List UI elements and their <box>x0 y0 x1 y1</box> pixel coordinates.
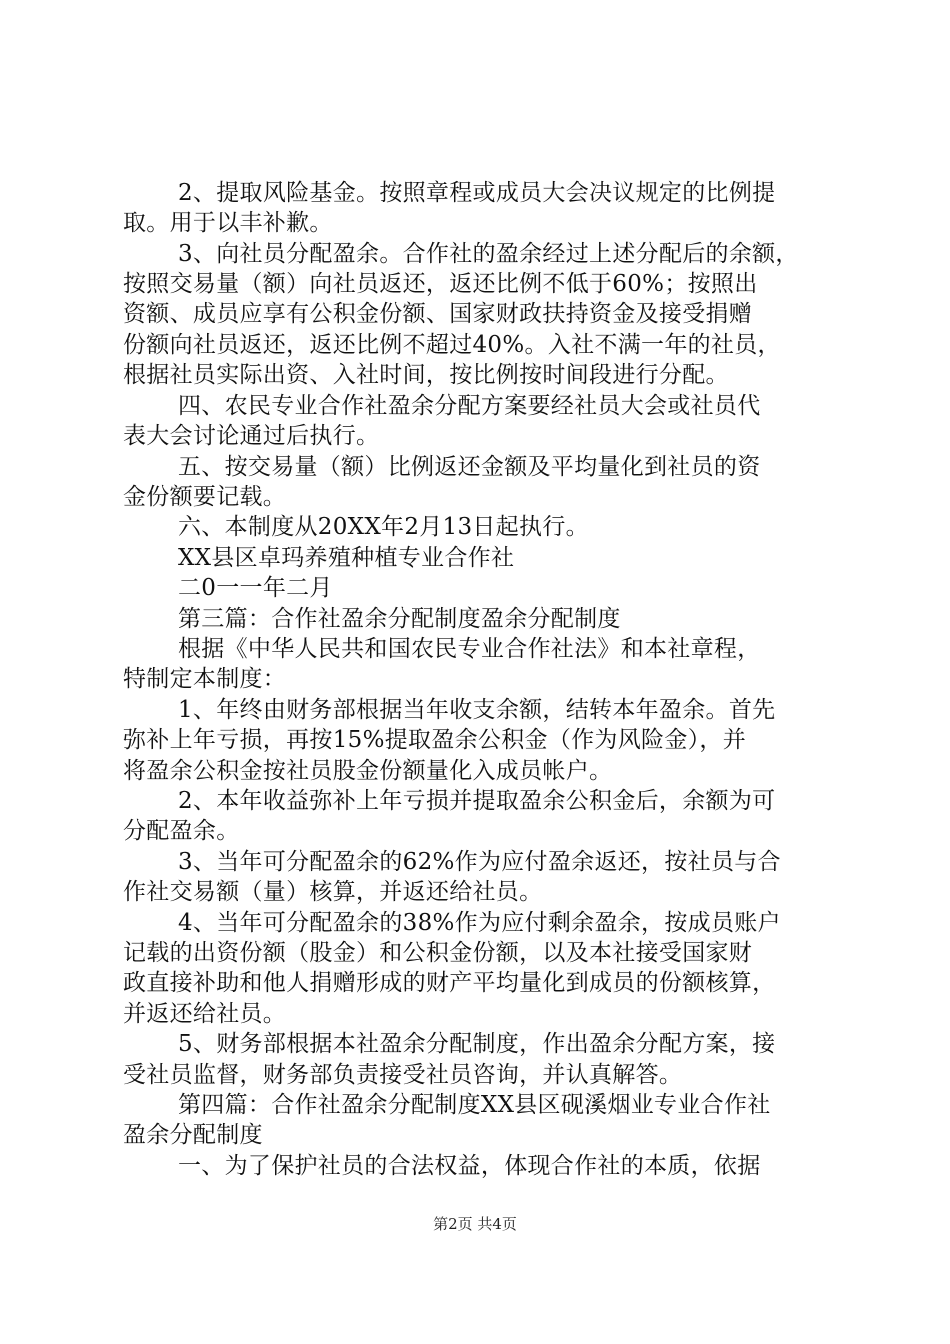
section-heading: 盈余分配制度 <box>123 1122 263 1148</box>
paragraph-line: 资额、成员应享有公积金份额、国家财政扶持资金及接受捐赠 <box>123 301 753 327</box>
signature-line: XX县区卓玛养殖种植专业合作社 <box>178 545 515 571</box>
paragraph-line: 根据社员实际出资、入社时间，按比例按时间段进行分配。 <box>123 362 729 388</box>
paragraph-line: 政直接补助和他人捐赠形成的财产平均量化到成员的份额核算， <box>123 970 776 996</box>
paragraph-line: 一、为了保护社员的合法权益，体现合作社的本质，依据 <box>178 1153 761 1179</box>
paragraph-line: 弥补上年亏损，再按15%提取盈余公积金（作为风险金），并 <box>123 727 747 753</box>
paragraph-line: 1、年终由财务部根据当年收支余额，结转本年盈余。首先 <box>178 697 776 723</box>
paragraph-line: 3、向社员分配盈余。合作社的盈余经过上述分配后的余额， <box>178 241 799 267</box>
paragraph-line: 表大会讨论通过后执行。 <box>123 423 380 449</box>
paragraph-line: 五、按交易量（额）比例返还金额及平均量化到社员的资 <box>178 454 761 480</box>
paragraph-line: 并返还给社员。 <box>123 1001 287 1027</box>
paragraph-line: 六、本制度从20XX年2月13日起执行。 <box>178 514 589 540</box>
section-heading: 第四篇：合作社盈余分配制度XX县区砚溪烟业专业合作社 <box>178 1092 771 1118</box>
paragraph-line: 按照交易量（额）向社员返还，返还比例不低于60%；按照出 <box>123 271 758 297</box>
paragraph-line: 5、财务部根据本社盈余分配制度，作出盈余分配方案，接 <box>178 1031 776 1057</box>
paragraph-line: 分配盈余。 <box>123 818 240 844</box>
paragraph-line: 2、提取风险基金。按照章程或成员大会决议规定的比例提 <box>178 180 776 206</box>
paragraph-line: 取。用于以丰补歉。 <box>123 210 333 236</box>
paragraph-line: 2、本年收益弥补上年亏损并提取盈余公积金后，余额为可 <box>178 788 776 814</box>
section-heading: 第三篇：合作社盈余分配制度盈余分配制度 <box>178 606 621 632</box>
paragraph-line: 特制定本制度： <box>123 666 287 692</box>
paragraph-line: 4、当年可分配盈余的38%作为应付剩余盈余，按成员账户 <box>178 910 781 936</box>
paragraph-line: 记载的出资份额（股金）和公积金份额，以及本社接受国家财 <box>123 940 753 966</box>
paragraph-line: 金份额要记载。 <box>123 484 287 510</box>
paragraph-line: 根据《中华人民共和国农民专业合作社法》和本社章程， <box>178 636 761 662</box>
paragraph-line: 将盈余公积金按社员股金份额量化入成员帐户。 <box>123 758 613 784</box>
paragraph-line: 四、农民专业合作社盈余分配方案要经社员大会或社员代 <box>178 393 761 419</box>
date-line: 二0一一年二月 <box>178 575 333 601</box>
paragraph-line: 份额向社员返还，返还比例不超过40%。入社不满一年的社员， <box>123 332 781 358</box>
paragraph-line: 受社员监督，财务部负责接受社员咨询，并认真解答。 <box>123 1062 683 1088</box>
page-number-footer: 第2页 共4页 <box>433 1215 517 1233</box>
paragraph-line: 3、当年可分配盈余的62%作为应付盈余返还，按社员与合 <box>178 849 781 875</box>
paragraph-line: 作社交易额（量）核算，并返还给社员。 <box>123 879 543 905</box>
